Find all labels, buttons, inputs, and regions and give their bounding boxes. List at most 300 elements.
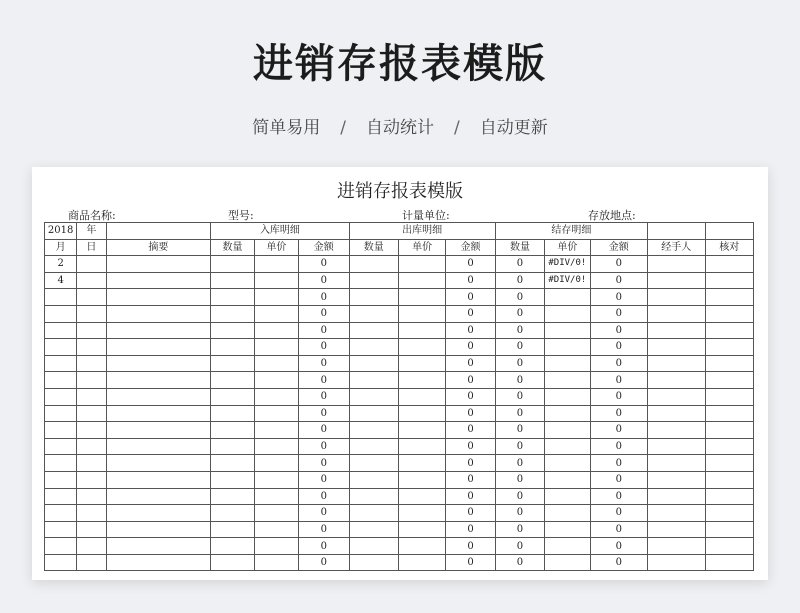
cell-in-amount[interactable]: 0 [299, 438, 349, 455]
cell-empty[interactable] [349, 339, 398, 356]
cell-empty[interactable] [211, 538, 254, 555]
cell-stock-price[interactable] [545, 405, 590, 422]
year-label: 年 [77, 223, 106, 240]
cell-empty[interactable] [398, 388, 445, 405]
cell-empty[interactable] [106, 438, 211, 455]
cell-empty[interactable] [254, 521, 298, 538]
cell-empty[interactable] [211, 488, 254, 505]
cell-empty[interactable] [349, 471, 398, 488]
cell-empty[interactable] [254, 305, 298, 322]
cell-empty[interactable] [254, 422, 298, 439]
cell-empty[interactable] [106, 355, 211, 372]
table-row [45, 521, 754, 538]
table-row [45, 305, 754, 322]
cell-month[interactable] [45, 322, 77, 339]
cell-empty[interactable] [106, 488, 211, 505]
cell-empty[interactable] [705, 488, 754, 505]
cell-stock-amount[interactable]: 0 [590, 521, 648, 538]
cell-stock-amount[interactable]: 0 [590, 505, 648, 522]
cell-stock-price[interactable] [545, 339, 590, 356]
table-row [45, 322, 754, 339]
cell-empty[interactable] [705, 305, 754, 322]
cell-empty[interactable] [398, 372, 445, 389]
cell-month[interactable] [45, 488, 77, 505]
cell-stock-qty[interactable]: 0 [495, 339, 544, 356]
cell-month[interactable] [45, 438, 77, 455]
cell-out-amount[interactable]: 0 [446, 455, 495, 472]
cell-stock-amount[interactable]: 0 [590, 339, 648, 356]
cell-empty[interactable] [705, 505, 754, 522]
cell-empty[interactable] [349, 405, 398, 422]
table-row [45, 538, 754, 555]
cell-empty[interactable] [648, 256, 705, 273]
col-stock-amount: 金额 [590, 239, 648, 256]
table-row [45, 272, 754, 289]
cell-empty[interactable] [77, 372, 106, 389]
cell-empty[interactable] [106, 471, 211, 488]
cell-out-amount[interactable]: 0 [446, 538, 495, 555]
cell-in-amount[interactable]: 0 [299, 405, 349, 422]
cell-empty[interactable] [705, 272, 754, 289]
cell-empty[interactable] [398, 471, 445, 488]
cell-empty[interactable] [77, 388, 106, 405]
cell-month[interactable]: 2 [45, 256, 77, 273]
cell-in-amount[interactable]: 0 [299, 256, 349, 273]
cell-stock-qty[interactable]: 0 [495, 488, 544, 505]
cell-empty[interactable] [648, 388, 705, 405]
cell-empty[interactable] [648, 455, 705, 472]
cell-empty[interactable] [349, 289, 398, 306]
cell-stock-qty[interactable]: 0 [495, 422, 544, 439]
table-row [45, 471, 754, 488]
table-row [45, 289, 754, 306]
cell-empty[interactable] [648, 422, 705, 439]
cell-empty[interactable] [254, 455, 298, 472]
cell-month[interactable] [45, 388, 77, 405]
cell-in-amount[interactable]: 0 [299, 289, 349, 306]
cell-stock-qty[interactable]: 0 [495, 388, 544, 405]
cell-empty[interactable] [106, 538, 211, 555]
cell-empty[interactable] [77, 339, 106, 356]
cell-stock-qty[interactable]: 0 [495, 272, 544, 289]
cell-stock-amount[interactable]: 0 [590, 554, 648, 571]
cell-stock-amount[interactable]: 0 [590, 422, 648, 439]
cell-empty[interactable] [705, 422, 754, 439]
cell-in-amount[interactable]: 0 [299, 322, 349, 339]
cell-empty[interactable] [349, 355, 398, 372]
cell-out-amount[interactable]: 0 [446, 521, 495, 538]
cell-stock-amount[interactable]: 0 [590, 305, 648, 322]
cell-empty[interactable] [254, 554, 298, 571]
cell-empty[interactable] [254, 256, 298, 273]
cell-out-amount[interactable]: 0 [446, 388, 495, 405]
tag-easy: 简单易用 [252, 118, 321, 138]
col-stock-qty: 数量 [495, 239, 544, 256]
cell-stock-amount[interactable]: 0 [590, 438, 648, 455]
cell-empty[interactable] [349, 322, 398, 339]
cell-empty[interactable] [77, 405, 106, 422]
cell-empty[interactable] [705, 471, 754, 488]
cell-empty[interactable] [211, 438, 254, 455]
in-detail-header: 入库明细 [211, 223, 349, 240]
cell-month[interactable]: 4 [45, 272, 77, 289]
cell-empty[interactable] [211, 355, 254, 372]
cell-stock-price[interactable] [545, 289, 590, 306]
cell-out-amount[interactable]: 0 [446, 422, 495, 439]
cell-empty[interactable] [349, 305, 398, 322]
cell-empty[interactable] [648, 538, 705, 555]
unit-label: 计量单位: [402, 209, 450, 222]
cell-out-amount[interactable]: 0 [446, 438, 495, 455]
col-in-amount: 金额 [299, 239, 349, 256]
cell-out-amount[interactable]: 0 [446, 355, 495, 372]
cell-in-amount[interactable]: 0 [299, 355, 349, 372]
cell-empty[interactable] [705, 388, 754, 405]
cell-empty[interactable] [254, 355, 298, 372]
cell-in-amount[interactable]: 0 [299, 554, 349, 571]
cell-empty[interactable] [254, 471, 298, 488]
cell-in-amount[interactable]: 0 [299, 488, 349, 505]
cell-empty[interactable] [106, 455, 211, 472]
cell-in-amount[interactable]: 0 [299, 372, 349, 389]
cell-empty[interactable] [705, 339, 754, 356]
cell-empty[interactable] [211, 372, 254, 389]
cell-empty[interactable] [705, 554, 754, 571]
cell-empty[interactable] [254, 388, 298, 405]
cell-in-amount[interactable]: 0 [299, 538, 349, 555]
cell-in-amount[interactable]: 0 [299, 505, 349, 522]
cell-empty[interactable] [398, 554, 445, 571]
cell-stock-amount[interactable]: 0 [590, 372, 648, 389]
cell-in-amount[interactable]: 0 [299, 339, 349, 356]
cell-stock-amount[interactable]: 0 [590, 388, 648, 405]
cell-stock-price[interactable] [545, 372, 590, 389]
cell-empty[interactable] [77, 272, 106, 289]
cell-empty[interactable] [106, 554, 211, 571]
cell-month[interactable] [45, 554, 77, 571]
cell-stock-qty[interactable]: 0 [495, 455, 544, 472]
cell-empty[interactable] [211, 305, 254, 322]
cell-empty[interactable] [398, 256, 445, 273]
cell-month[interactable] [45, 339, 77, 356]
cell-empty[interactable] [254, 372, 298, 389]
cell-empty[interactable] [77, 422, 106, 439]
cell-out-amount[interactable]: 0 [446, 505, 495, 522]
col-day: 日 [77, 239, 106, 256]
cell-empty[interactable] [106, 305, 211, 322]
cell-empty[interactable] [77, 521, 106, 538]
cell-stock-amount[interactable]: 0 [590, 355, 648, 372]
cell-stock-qty[interactable]: 0 [495, 372, 544, 389]
cell-empty[interactable] [254, 272, 298, 289]
cell-stock-qty[interactable]: 0 [495, 438, 544, 455]
cell-empty[interactable] [648, 521, 705, 538]
cell-empty[interactable] [349, 422, 398, 439]
cell-empty[interactable] [398, 272, 445, 289]
table-row [45, 488, 754, 505]
cell-empty[interactable] [106, 272, 211, 289]
cell-empty[interactable] [106, 339, 211, 356]
cell-stock-price[interactable] [545, 505, 590, 522]
cell-empty[interactable] [398, 422, 445, 439]
cell-empty[interactable] [77, 538, 106, 555]
cell-empty[interactable] [398, 538, 445, 555]
cell-empty[interactable] [106, 289, 211, 306]
cell-out-amount[interactable]: 0 [446, 289, 495, 306]
cell-stock-price[interactable] [545, 355, 590, 372]
cell-stock-amount[interactable]: 0 [590, 488, 648, 505]
cell-empty[interactable] [398, 322, 445, 339]
col-out-price: 单价 [398, 239, 445, 256]
col-check: 核对 [705, 239, 754, 256]
cell-month[interactable] [45, 521, 77, 538]
cell-stock-qty[interactable]: 0 [495, 405, 544, 422]
cell-stock-price[interactable] [545, 471, 590, 488]
cell-empty[interactable] [106, 388, 211, 405]
cell-empty[interactable] [398, 505, 445, 522]
cell-empty[interactable] [349, 438, 398, 455]
cell-in-amount[interactable]: 0 [299, 521, 349, 538]
cell-in-amount[interactable]: 0 [299, 455, 349, 472]
cell-empty[interactable] [398, 455, 445, 472]
cell-empty[interactable] [349, 388, 398, 405]
cell-stock-price[interactable] [545, 455, 590, 472]
cell-empty[interactable] [648, 505, 705, 522]
cell-month[interactable] [45, 355, 77, 372]
cell-empty[interactable] [349, 554, 398, 571]
cell-out-amount[interactable]: 0 [446, 305, 495, 322]
cell-stock-qty[interactable]: 0 [495, 322, 544, 339]
tag-separator: / [454, 118, 460, 138]
cell-month[interactable] [45, 289, 77, 306]
cell-out-amount[interactable]: 0 [446, 488, 495, 505]
cell-empty[interactable] [77, 438, 106, 455]
cell-empty[interactable] [254, 405, 298, 422]
cell-empty[interactable] [648, 339, 705, 356]
cell-out-amount[interactable]: 0 [446, 322, 495, 339]
cell-empty[interactable] [77, 305, 106, 322]
cell-empty[interactable] [211, 554, 254, 571]
cell-empty[interactable] [211, 521, 254, 538]
cell-empty[interactable] [705, 455, 754, 472]
cell-out-amount[interactable]: 0 [446, 372, 495, 389]
out-detail-header: 出库明细 [349, 223, 495, 240]
cell-empty[interactable] [398, 355, 445, 372]
cell-empty[interactable] [648, 405, 705, 422]
cell-stock-amount[interactable]: 0 [590, 289, 648, 306]
cell-empty[interactable] [77, 322, 106, 339]
cell-empty[interactable] [254, 505, 298, 522]
stock-detail-header: 结存明细 [495, 223, 647, 240]
cell-empty[interactable] [77, 505, 106, 522]
cell-stock-price[interactable] [545, 538, 590, 555]
cell-empty[interactable] [211, 471, 254, 488]
cell-empty[interactable] [254, 538, 298, 555]
cell-empty[interactable] [211, 388, 254, 405]
cell-empty[interactable] [398, 521, 445, 538]
cell-stock-amount[interactable]: 0 [590, 455, 648, 472]
sheet-title: 进销存报表模版 [337, 181, 463, 202]
cell-empty[interactable] [648, 322, 705, 339]
cell-stock-price[interactable]: #DIV/0! [545, 272, 590, 289]
cell-in-amount[interactable]: 0 [299, 272, 349, 289]
cell-stock-amount[interactable]: 0 [590, 322, 648, 339]
tag-auto-stat: 自动统计 [366, 118, 434, 138]
cell-stock-price[interactable] [545, 554, 590, 571]
cell-stock-price[interactable]: #DIV/0! [545, 256, 590, 273]
cell-stock-qty[interactable]: 0 [495, 554, 544, 571]
cell-month[interactable] [45, 422, 77, 439]
cell-stock-qty[interactable]: 0 [495, 521, 544, 538]
cell-stock-price[interactable] [545, 422, 590, 439]
cell-empty[interactable] [398, 488, 445, 505]
cell-empty[interactable] [705, 438, 754, 455]
cell-stock-amount[interactable]: 0 [590, 272, 648, 289]
cell-out-amount[interactable]: 0 [446, 405, 495, 422]
cell-empty[interactable] [398, 305, 445, 322]
cell-stock-qty[interactable]: 0 [495, 538, 544, 555]
cell-empty[interactable] [106, 372, 211, 389]
cell-empty[interactable] [705, 355, 754, 372]
cell-empty[interactable] [705, 322, 754, 339]
col-summary: 摘要 [106, 239, 211, 256]
cell-out-amount[interactable]: 0 [446, 256, 495, 273]
cell-stock-price[interactable] [545, 388, 590, 405]
cell-empty[interactable] [648, 355, 705, 372]
cell-stock-qty[interactable]: 0 [495, 256, 544, 273]
cell-empty[interactable] [705, 521, 754, 538]
cell-empty[interactable] [211, 422, 254, 439]
cell-empty[interactable] [705, 538, 754, 555]
cell-empty[interactable] [648, 272, 705, 289]
cell-month[interactable] [45, 405, 77, 422]
cell-empty[interactable] [211, 339, 254, 356]
col-in-price: 单价 [254, 239, 298, 256]
cell-empty[interactable] [648, 488, 705, 505]
cell-empty[interactable] [77, 355, 106, 372]
cell-empty[interactable] [77, 488, 106, 505]
cell-stock-qty[interactable]: 0 [495, 505, 544, 522]
cell-month[interactable] [45, 372, 77, 389]
table-row [45, 455, 754, 472]
cell-empty[interactable] [211, 256, 254, 273]
cell-empty[interactable] [398, 405, 445, 422]
cell-out-amount[interactable]: 0 [446, 471, 495, 488]
cell-out-amount[interactable]: 0 [446, 339, 495, 356]
cell-empty[interactable] [648, 554, 705, 571]
cell-month[interactable] [45, 538, 77, 555]
table-row [45, 554, 754, 571]
cell-stock-price[interactable] [545, 322, 590, 339]
cell-month[interactable] [45, 455, 77, 472]
cell-empty[interactable] [254, 322, 298, 339]
cell-empty[interactable] [106, 405, 211, 422]
cell-empty[interactable] [398, 339, 445, 356]
cell-empty[interactable] [211, 322, 254, 339]
cell-empty[interactable] [349, 372, 398, 389]
cell-stock-amount[interactable]: 0 [590, 538, 648, 555]
cell-empty[interactable] [349, 455, 398, 472]
cell-empty[interactable] [705, 405, 754, 422]
cell-empty[interactable] [211, 405, 254, 422]
cell-empty[interactable] [77, 554, 106, 571]
cell-empty[interactable] [211, 505, 254, 522]
cell-in-amount[interactable]: 0 [299, 305, 349, 322]
cell-stock-amount[interactable]: 0 [590, 471, 648, 488]
cell-empty[interactable] [254, 438, 298, 455]
cell-empty[interactable] [648, 305, 705, 322]
table-row [45, 438, 754, 455]
cell-empty[interactable] [349, 256, 398, 273]
cell-empty[interactable] [106, 422, 211, 439]
product-name-label: 商品名称: [68, 209, 116, 222]
cell-empty[interactable] [648, 438, 705, 455]
cell-empty[interactable] [349, 272, 398, 289]
cell-empty[interactable] [211, 272, 254, 289]
cell-stock-qty[interactable]: 0 [495, 471, 544, 488]
cell-empty[interactable] [77, 455, 106, 472]
cell-empty[interactable] [77, 256, 106, 273]
cell-stock-price[interactable] [545, 521, 590, 538]
cell-empty[interactable] [106, 322, 211, 339]
cell-empty[interactable] [349, 538, 398, 555]
cell-empty[interactable] [106, 521, 211, 538]
cell-month[interactable] [45, 505, 77, 522]
cell-empty[interactable] [705, 372, 754, 389]
cell-empty[interactable] [211, 455, 254, 472]
cell-stock-qty[interactable]: 0 [495, 355, 544, 372]
cell-empty[interactable] [705, 289, 754, 306]
cell-empty[interactable] [254, 289, 298, 306]
cell-empty[interactable] [648, 372, 705, 389]
cell-stock-price[interactable] [545, 488, 590, 505]
col-month: 月 [45, 239, 77, 256]
col-in-qty: 数量 [211, 239, 254, 256]
cell-month[interactable] [45, 471, 77, 488]
cell-empty[interactable] [398, 289, 445, 306]
cell-stock-qty[interactable]: 0 [495, 289, 544, 306]
cell-empty[interactable] [705, 256, 754, 273]
col-stock-price: 单价 [545, 239, 590, 256]
cell-empty[interactable] [77, 289, 106, 306]
cell-stock-price[interactable] [545, 438, 590, 455]
cell-empty[interactable] [349, 488, 398, 505]
cell-empty[interactable] [77, 471, 106, 488]
cell-stock-amount[interactable]: 0 [590, 405, 648, 422]
table-row [45, 422, 754, 439]
cell-empty[interactable] [349, 521, 398, 538]
cell-month[interactable] [45, 305, 77, 322]
cell-empty[interactable] [106, 505, 211, 522]
cell-stock-price[interactable] [545, 305, 590, 322]
cell-empty[interactable] [398, 438, 445, 455]
cell-empty[interactable] [648, 471, 705, 488]
cell-empty[interactable] [254, 488, 298, 505]
cell-empty[interactable] [349, 505, 398, 522]
tag-auto-update: 自动更新 [479, 118, 548, 138]
cell-stock-amount[interactable]: 0 [590, 256, 648, 273]
cell-empty[interactable] [211, 289, 254, 306]
cell-empty[interactable] [254, 339, 298, 356]
cell-in-amount[interactable]: 0 [299, 422, 349, 439]
cell-stock-qty[interactable]: 0 [495, 305, 544, 322]
cell-in-amount[interactable]: 0 [299, 388, 349, 405]
cell-out-amount[interactable]: 0 [446, 554, 495, 571]
cell-empty[interactable] [106, 256, 211, 273]
cell-in-amount[interactable]: 0 [299, 471, 349, 488]
cell-out-amount[interactable]: 0 [446, 272, 495, 289]
cell-empty[interactable] [648, 289, 705, 306]
